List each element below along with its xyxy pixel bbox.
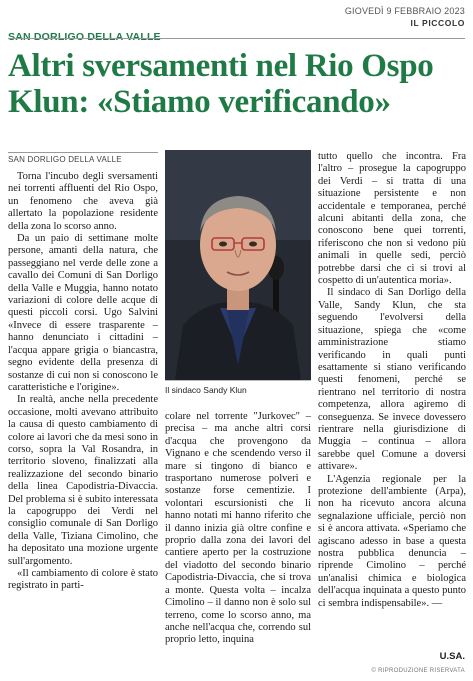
caption-divider [165,380,311,381]
article-column-1 [8,171,158,593]
page-header [8,6,465,43]
author-signature: U.SA. [439,651,465,662]
publication-date: GIOVEDÌ 9 FEBBRAIO 2023 [344,6,465,16]
newspaper-name: IL PICCOLO [410,18,465,28]
headline [8,48,467,120]
paragraph: «Il cambiamento di colore è stato registrato in parti- [8,568,158,592]
article-column-2 [165,411,311,647]
copyright-notice: © RIPRODUZIONE RISERVATA [371,668,465,674]
mayor-photo [165,150,311,380]
paragraph: L'Agenzia regionale per la protezione dell'ambiente (Arpa), non ha ricevuto ancora alcuna segnalazione ufficiale, perciò non si è ancora attivata. «Speriamo che agiscano adesso in base a questa nostra pubblica denuncia – riprende Cimolino – perché un'analisi chimica e biologica dell'acqua inquinata a questo punto ci sembra indispensabile». — [318,473,466,609]
paragraph: Torna l'incubo degli sversamenti nei torrenti affluenti del Rio Ospo, un fenomeno che aveva già allertato la popolazione residente della zona lo scorso anno. [8,171,158,232]
paragraph: colare nel torrente "Jurkovec" – precisa – ma anche altri corsi d'acqua che provengono da Vignano e che scendendo verso il mare si tingono di bianco e trasportano numerose polveri e sostanze forse cementizie. I volontari escursionisti che li hanno notati mi hanno riferito che il danno inizia già oltre confine e proprio dalla zona dei lavori del cantiere aperto per la costruzione del viadotto del secondo binario Capodistria-Divaccia, che si trova a monte. Questa volta – incalza Cimolino – il danno non è solo sul terreno, come lo scorso anno, ma anche nell'acqua che, correndo sul proprio letto, inquina [165,411,311,646]
paragraph: Il sindaco di San Dorligo della Valle, Sandy Klun, che sta seguendo l'evolversi della situazione, spiega che «come amministrazione stiamo verificando in quali punti esattamente si stiano verificando questi fenomeni, perché se rientrano nel territorio di nostra competenza, allora agiremo di conseguenza. Se invece dovessero rientrare nella giurisdizione di Muggia – continua – allora sarebbe quel Comune a doversi attivare». [318,287,466,473]
headline-line-2: Klun: «Stiamo verificando» [8,84,391,120]
section-label: SAN DORLIGO DELLA VALLE [8,31,161,43]
article-column-3 [318,151,466,610]
header-divider [8,38,465,39]
kicker-location: SAN DORLIGO DELLA VALLE [8,152,158,164]
photo-caption: Il sindaco Sandy Klun [165,385,247,395]
paragraph: In realtà, anche nella precedente occasione, molti avevano attribuito la causa di questo cambiamento di colore ai lavori che da mesi sono in corso, sopra la Val Rosandra, in territorio sloveno, finalizzati alla realizzazione del secondo binario della linea Capodistria-Divaccia. Del problema si è subito interessata la capogruppo dei Verdi nel consiglio comunale di San Dorligo della Valle, Tiziana Cimolino, che ha depositato una mozione urgente sull'argomento. [8,394,158,567]
headline-line-1: Altri sversamenti nel Rio Ospo [8,48,434,84]
paragraph: Da un paio di settimane molte persone, amanti della natura, che passeggiano nel verde delle zone a cavallo dei Comuni di San Dorligo della Valle e Muggia, hanno notato variazioni di colore delle acque di questi piccoli corsi. Ugo Salvini «Invece di essere trasparente – hanno denunciato i cittadini – l'acqua appare grigia o biancastra, segno evidente della presenza di sostanze di cui non si conoscono le caratteristiche e l'origine». [8,233,158,393]
paragraph: tutto quello che incontra. Fra l'altro – prosegue la capogruppo dei Verdi – si tratta di una situazione persistente e non accidentale e temporanea, perché alcuni abitanti della zona, che conoscono bene quei torrenti, riferiscono che non si vedono più animali in quelle sedi, perciò potrebbe darsi che ci si trovi al cospetto di un'autentica moria». [318,151,466,287]
portrait-illustration [165,150,311,380]
